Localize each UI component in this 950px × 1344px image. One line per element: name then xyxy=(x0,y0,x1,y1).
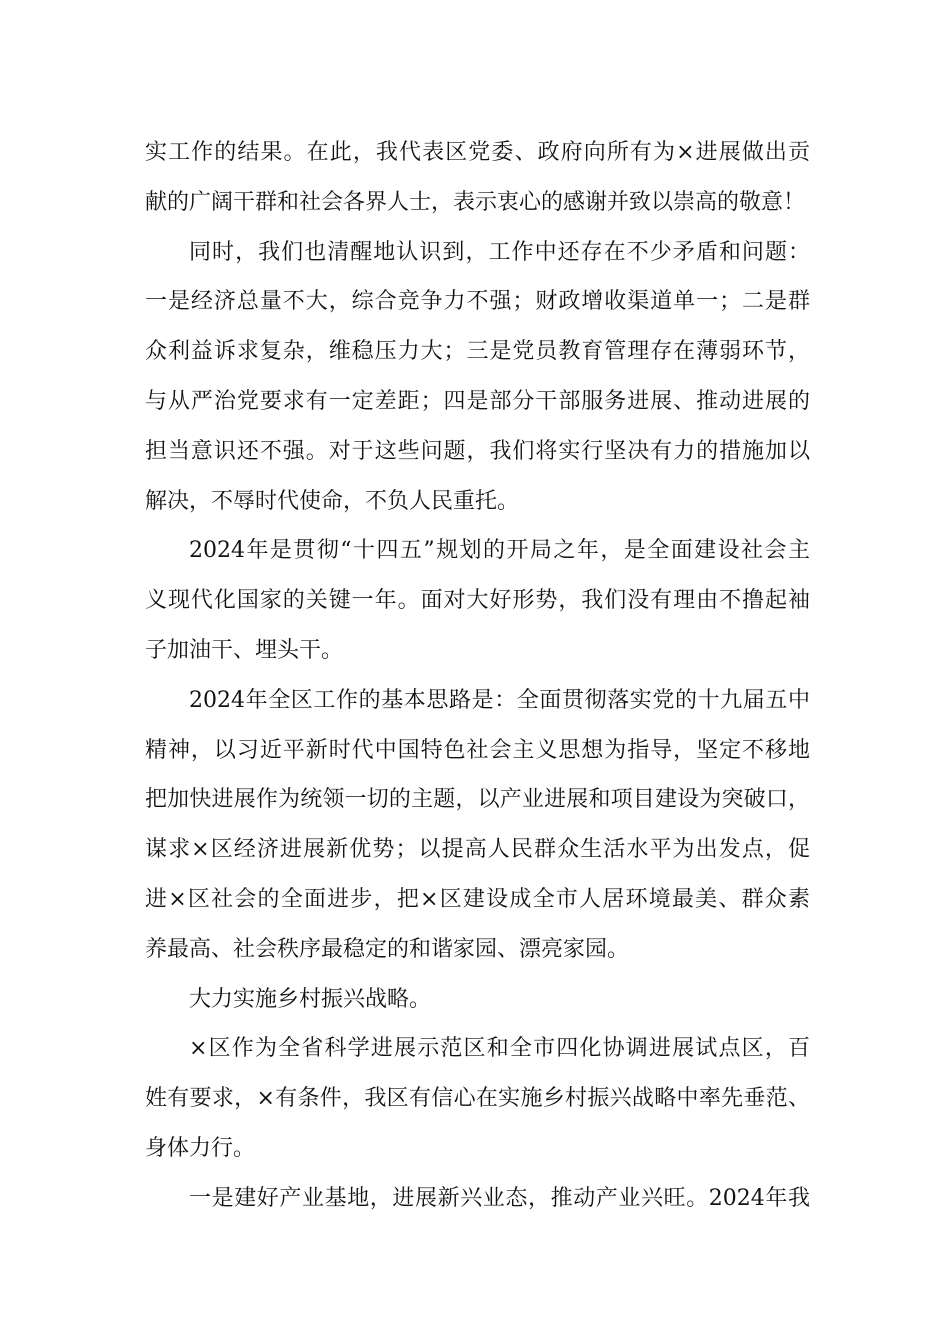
text-line: 把加快进展作为统领一切的主题，以产业进展和项目建设为突破口， xyxy=(145,787,810,813)
text-line: 实工作的结果。在此，我代表区党委、政府向所有为×进展做出贡 xyxy=(145,140,810,165)
text-line: 2024年全区工作的基本思路是：全面贯彻落实党的十九届五中 xyxy=(189,687,810,713)
text-line: 养最高、社会秩序最稳定的和谐家园、漂亮家园。 xyxy=(145,936,630,962)
text-line: 一是建好产业基地，进展新兴业态，推动产业兴旺。2024年我 xyxy=(189,1185,810,1211)
text-line: 同时，我们也清醒地认识到，工作中还存在不少矛盾和问题： xyxy=(189,239,810,265)
text-line: 谋求×区经济进展新优势；以提高人民群众生活水平为出发点，促 xyxy=(145,837,810,863)
text-line: 担当意识还不强。对于这些问题，我们将实行坚决有力的措施加以 xyxy=(145,438,810,464)
text-line: 解决，不辱时代使命，不负人民重托。 xyxy=(145,488,520,514)
text-line: ×区作为全省科学进展示范区和全市四化协调进展试点区，百 xyxy=(189,1036,810,1062)
text-line: 2024年是贯彻“十四五”规划的开局之年，是全面建设社会主 xyxy=(189,538,810,564)
text-line: 进×区社会的全面进步，把×区建设成全市人居环境最美、群众素 xyxy=(145,886,810,912)
text-line: 献的广阔干群和社会各界人士，表示衷心的感谢并致以崇高的敬意！ xyxy=(145,189,806,215)
text-line: 与从严治党要求有一定差距；四是部分干部服务进展、推动进展的 xyxy=(145,388,810,414)
text-line: 子加油干、埋头干。 xyxy=(145,637,344,663)
text-line: 大力实施乡村振兴战略。 xyxy=(189,986,432,1012)
text-line: 众利益诉求复杂，维稳压力大；三是党员教育管理存在薄弱环节， xyxy=(145,339,810,365)
body-text xyxy=(145,128,810,1224)
text-line: 姓有要求，×有条件，我区有信心在实施乡村振兴战略中率先垂范、 xyxy=(145,1086,810,1112)
text-line: 精神，以习近平新时代中国特色社会主义思想为指导，坚定不移地 xyxy=(145,737,810,763)
text-line: 身体力行。 xyxy=(145,1135,256,1161)
text-line: 义现代化国家的关键一年。面对大好形势，我们没有理由不撸起袖 xyxy=(145,588,810,614)
text-line: 一是经济总量不大，综合竞争力不强；财政增收渠道单一；二是群 xyxy=(145,289,810,315)
